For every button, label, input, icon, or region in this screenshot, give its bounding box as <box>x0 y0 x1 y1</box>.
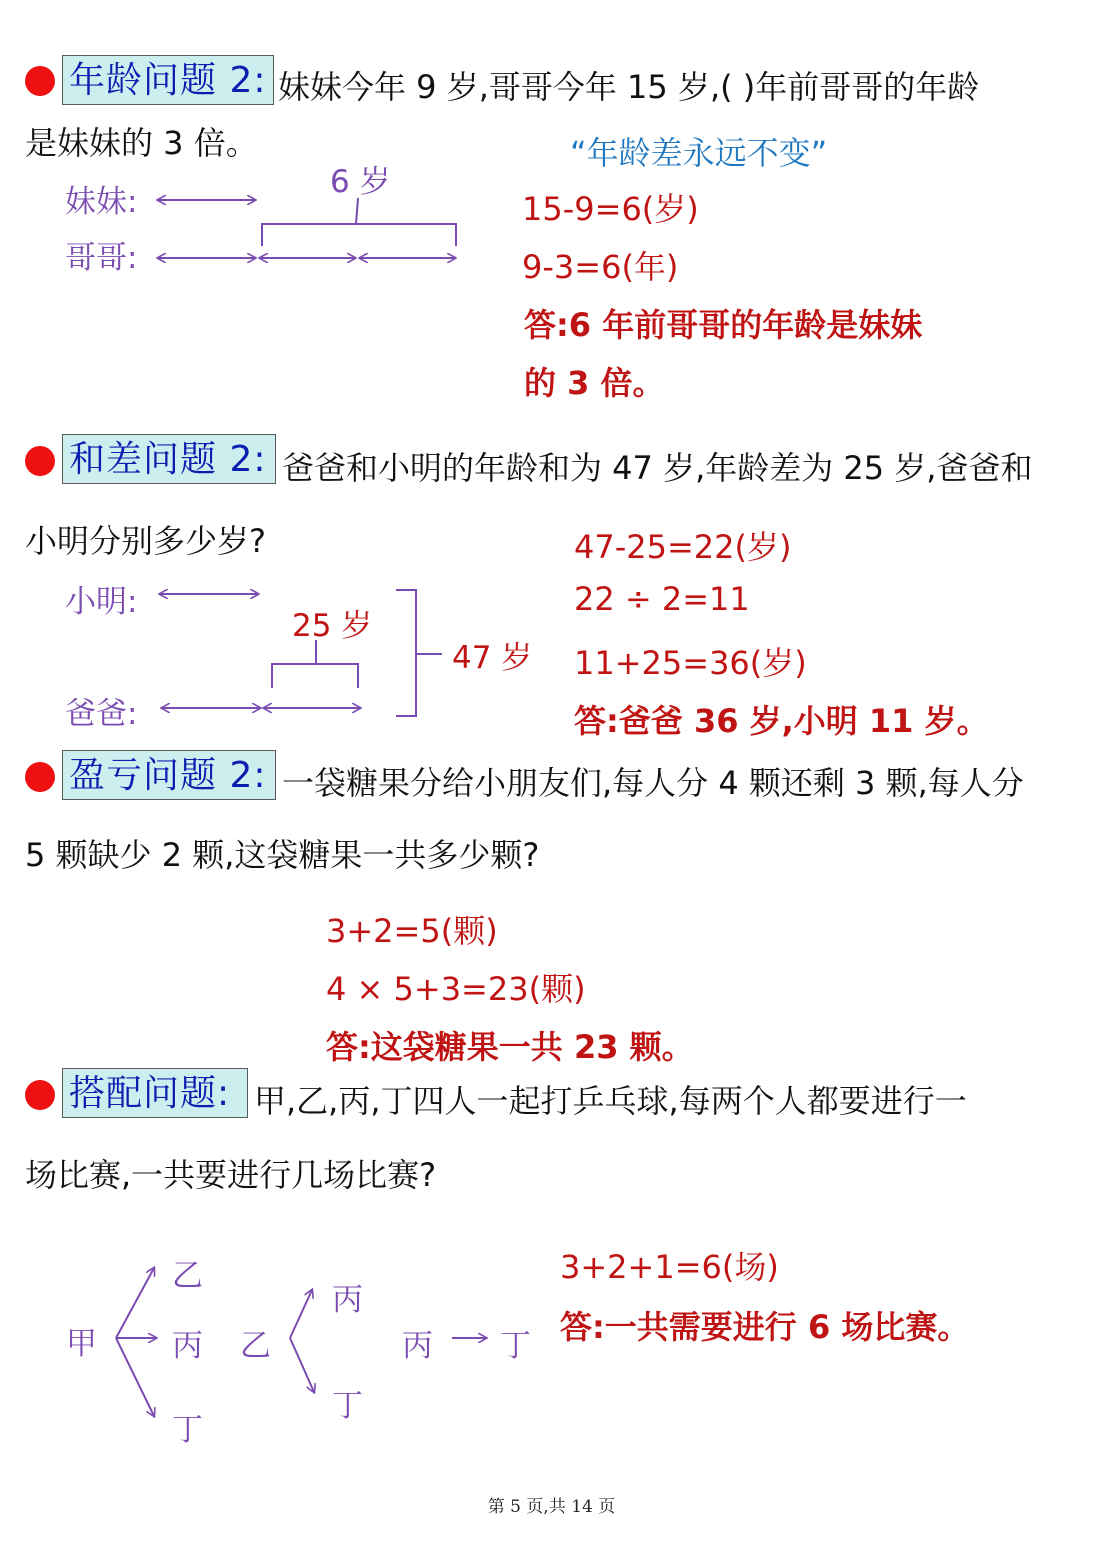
question-text: 爸爸和小明的年龄和为 47 岁,年龄差为 25 岁,爸爸和 <box>282 449 1033 487</box>
brace-25 <box>272 640 358 688</box>
answer-text: 答:这袋糖果一共 23 颗。 <box>326 1028 694 1066</box>
section-tag-sum-diff: 和差问题 2: <box>62 434 276 484</box>
brace-6 <box>262 198 456 246</box>
question-text: 妹妹今年 9 岁,哥哥今年 15 岁,( )年前哥哥的年龄 <box>278 68 980 106</box>
question-text: 甲,乙,丙,丁四人一起打乒乓球,每两个人都要进行一 <box>254 1082 967 1120</box>
diagram-label-sister: 妹妹: <box>65 184 138 220</box>
step: 9-3=6(年) <box>522 248 679 286</box>
section-tag-surplus: 盈亏问题 2: <box>62 750 276 800</box>
question-text: 一袋糖果分给小朋友们,每人分 4 颗还剩 3 颗,每人分 <box>282 764 1024 802</box>
diagram-jia: 甲 <box>66 1326 97 1362</box>
question-text: 小明分别多少岁? <box>25 522 266 560</box>
answer-text: 答:爸爸 36 岁,小明 11 岁。 <box>574 702 989 740</box>
diagram-yi: 乙 <box>172 1258 203 1294</box>
diagram-sum-label: 47 岁 <box>452 640 533 676</box>
diagram-brace-label: 6 岁 <box>330 164 391 200</box>
step: 11+25=36(岁) <box>574 644 807 682</box>
diagram-label-brother: 哥哥: <box>65 240 138 276</box>
step: 3+2=5(颗) <box>326 912 498 950</box>
answer-text: 答:一共需要进行 6 场比赛。 <box>560 1308 970 1346</box>
page-footer: 第 5 页,共 14 页 <box>487 1497 616 1517</box>
question-text: 场比赛,一共要进行几场比赛? <box>25 1156 437 1194</box>
jia-to-ding <box>116 1338 154 1416</box>
note-text: “年龄差永远不变” <box>570 134 828 172</box>
answer-text: 的 3 倍。 <box>524 364 665 402</box>
jia-to-yi <box>116 1268 154 1338</box>
diagram-diff-label: 25 岁 <box>292 608 373 644</box>
diagram-label-dad: 爸爸: <box>65 696 138 732</box>
question-text: 是妹妹的 3 倍。 <box>25 124 258 162</box>
step: 4 × 5+3=23(颗) <box>326 970 586 1008</box>
diagram-bing: 丙 <box>172 1328 203 1364</box>
step: 15-9=6(岁) <box>522 190 699 228</box>
answer-text: 答:6 年前哥哥的年龄是妹妹 <box>524 306 923 344</box>
diagram-ding: 丁 <box>172 1412 203 1448</box>
diagram-yi: 乙 <box>240 1328 271 1364</box>
diagram-label-xiaoming: 小明: <box>65 584 138 620</box>
yi-to-bing <box>290 1290 312 1338</box>
brace-47 <box>396 590 442 716</box>
diagram-ding: 丁 <box>500 1328 531 1364</box>
step: 47-25=22(岁) <box>574 528 792 566</box>
diagram-bing: 丙 <box>332 1282 363 1318</box>
step: 3+2+1=6(场) <box>560 1248 779 1286</box>
diagram-ding: 丁 <box>332 1388 363 1424</box>
section-tag-pairing: 搭配问题: <box>62 1068 248 1118</box>
diagram-bing: 丙 <box>402 1328 433 1364</box>
question-text: 5 颗缺少 2 颗,这袋糖果一共多少颗? <box>25 836 540 874</box>
section-tag-age: 年龄问题 2: <box>62 55 274 105</box>
yi-to-ding <box>290 1338 314 1392</box>
step: 22 ÷ 2=11 <box>574 580 750 618</box>
